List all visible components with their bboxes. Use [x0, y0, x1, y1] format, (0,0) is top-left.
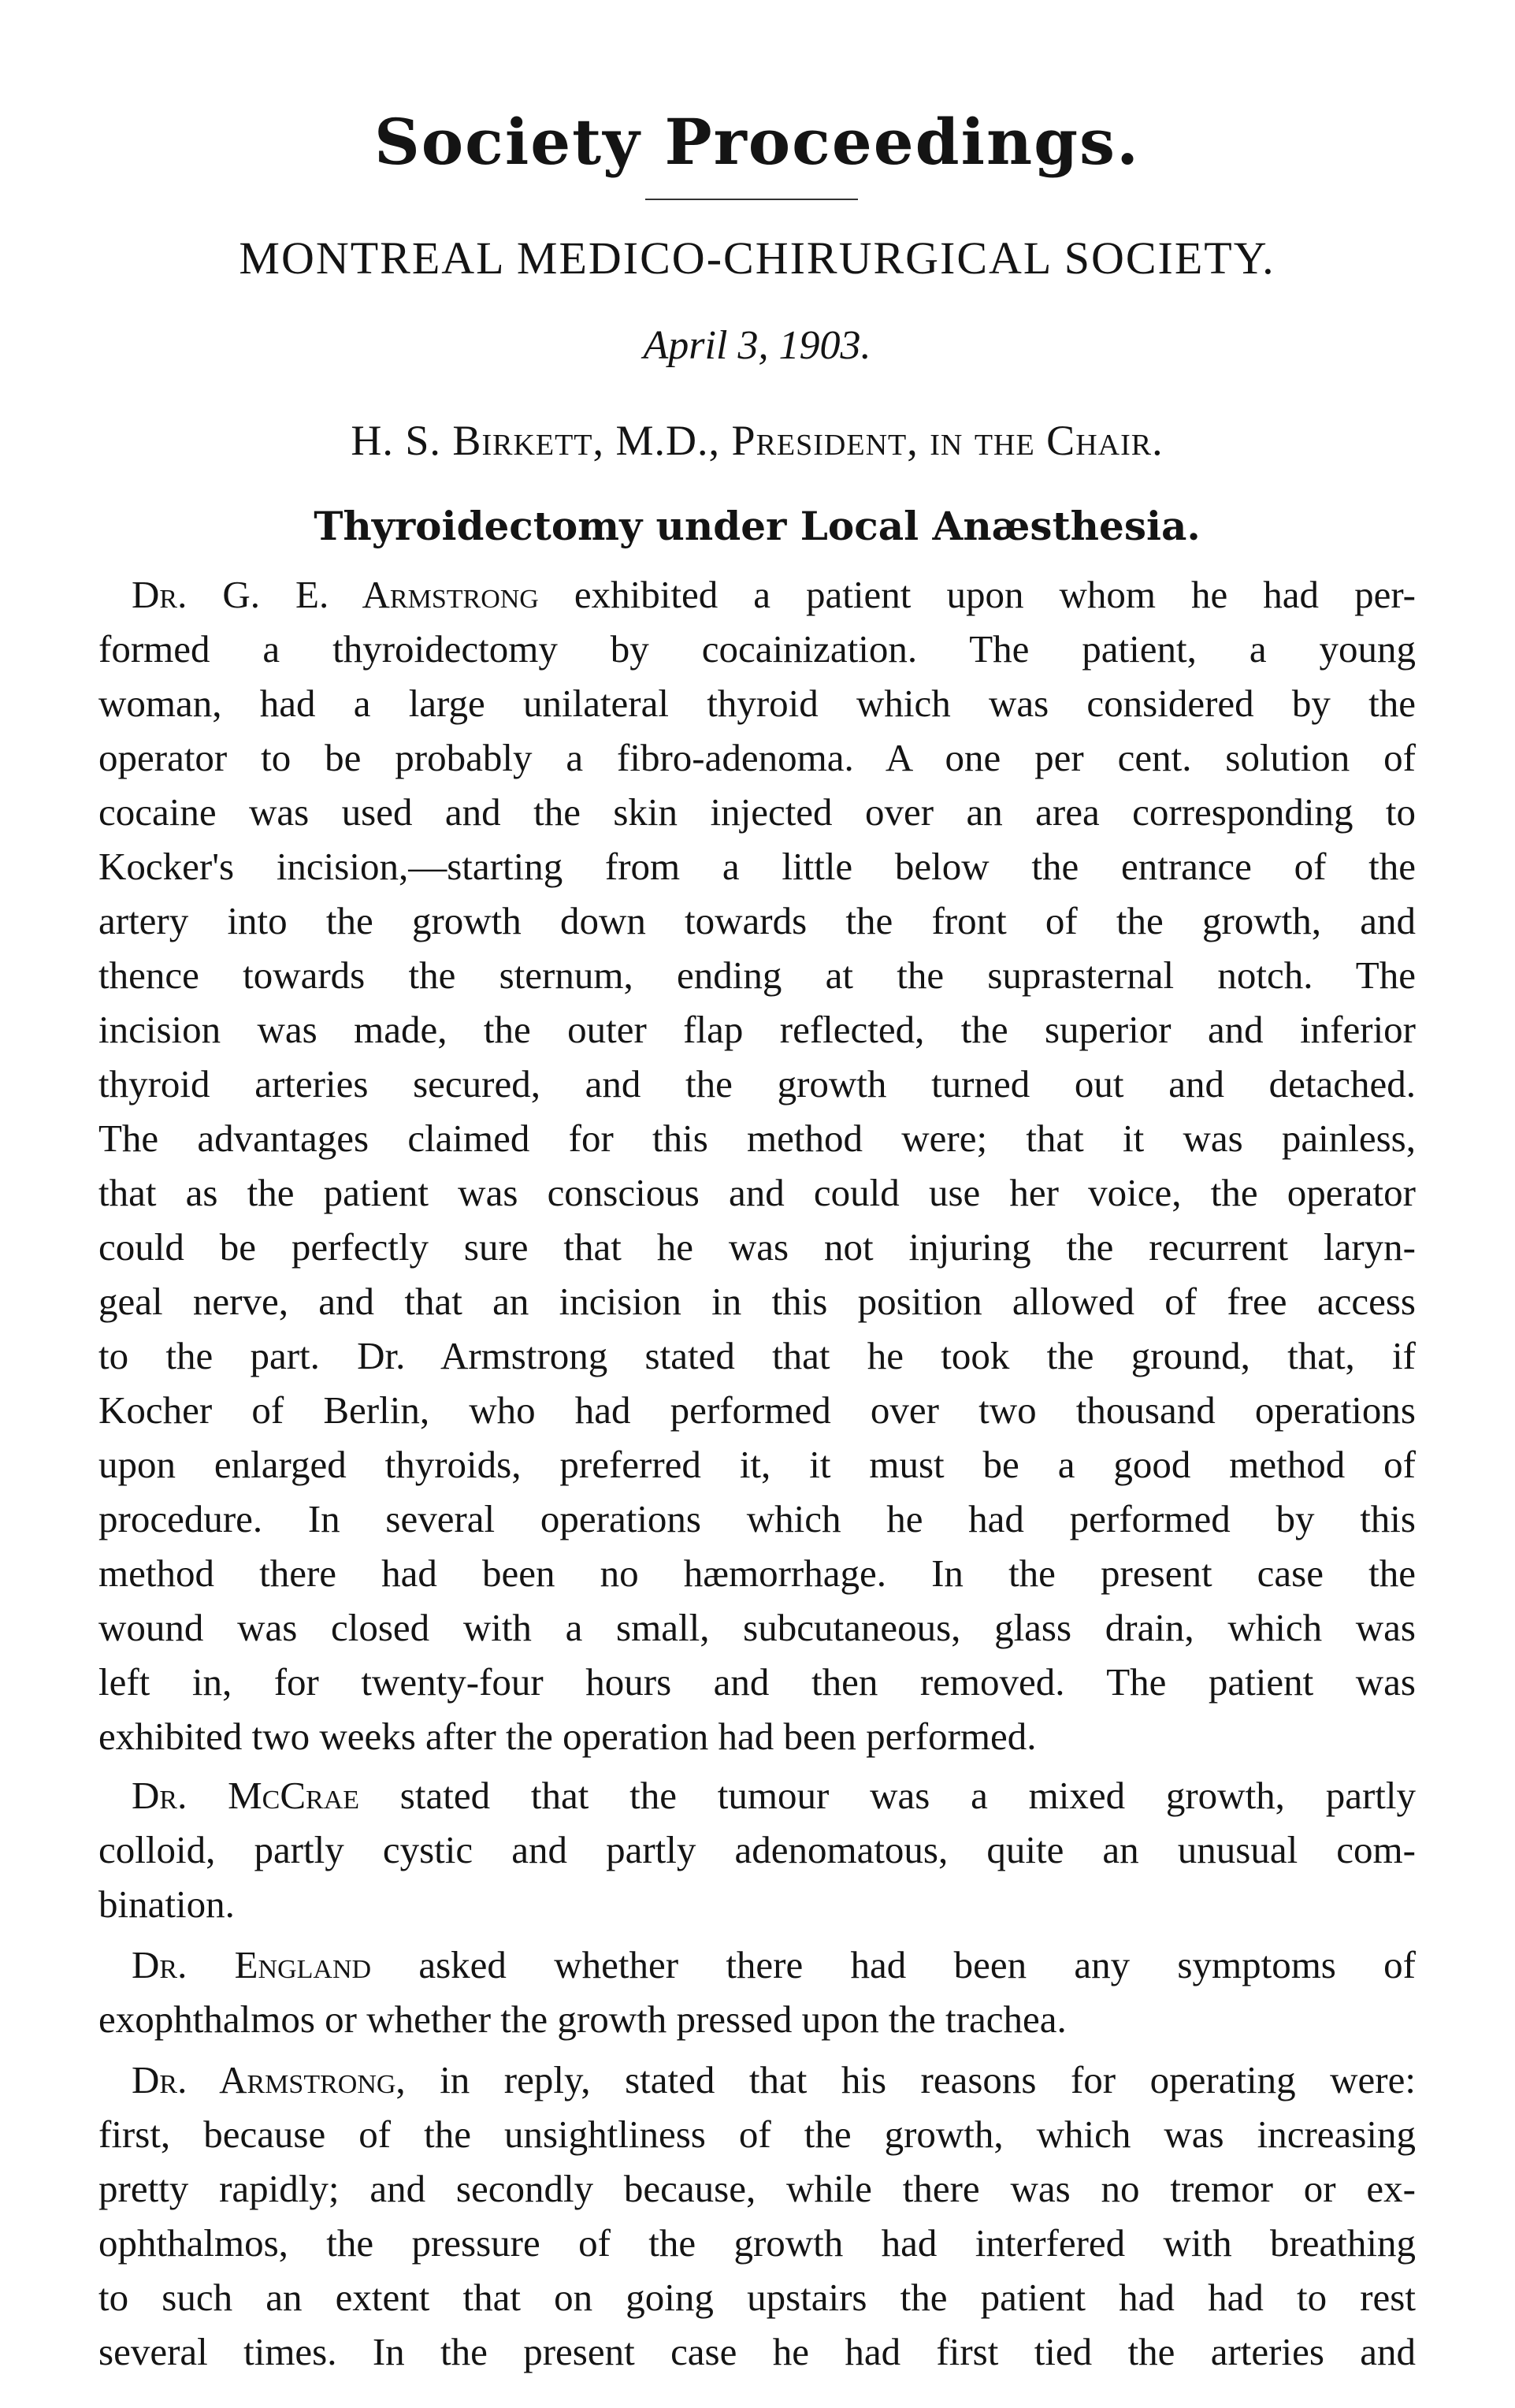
heading-divider [645, 199, 858, 200]
text-line [98, 2053, 1416, 2107]
article-body [98, 567, 1416, 2384]
journal-page [98, 0, 1416, 2408]
chair-role: President, in the Chair. [731, 417, 1164, 464]
text-line: upon enlarged thyroids, preferred it, it must be a good method of [98, 1443, 1416, 1486]
text-line: Kocher of Berlin, who had performed over two thousand operations [98, 1388, 1416, 1432]
text-line [98, 1768, 1416, 1823]
text-line: colloid, partly cystic and partly adenomatous, quite an unusual com- [98, 1828, 1416, 1871]
page-heading: Society Proceedings. [374, 105, 1140, 179]
paragraph-england [98, 1938, 1416, 2046]
text-line: artery into the growth down towards the front of the growth, and [98, 899, 1416, 942]
paragraph-mccrae [98, 1768, 1416, 1931]
chair-line [98, 418, 1416, 464]
paragraph-armstrong-exhibit [98, 567, 1416, 1763]
line-text: asked whether there had been any symptoms of [371, 1943, 1416, 1986]
text-line: first, because of the unsightliness of the growth, which was increasing [98, 2113, 1416, 2156]
society-name: MONTREAL MEDICO-CHIRURGICAL SOCIETY. [239, 232, 1275, 284]
text-line: bination. [98, 1882, 235, 1926]
speaker-name: Dr. McCrae [132, 1774, 360, 1817]
text-line: incision was made, the outer flap reflected, the superior and inferior [98, 1008, 1416, 1051]
text-line: could be perfectly sure that he was not injuring the recurrent laryn- [98, 1225, 1416, 1269]
text-line: operator to be probably a fibro-adenoma. A one per cent. solution of [98, 736, 1416, 779]
text-line [98, 567, 1416, 622]
text-line: left in, for twenty-four hours and then removed. The patient was [98, 1660, 1416, 1704]
text-line: method there had been no hæmorrhage. In the present case the [98, 1551, 1416, 1595]
text-line [98, 1938, 1416, 1992]
text-line: to such an extent that on going upstairs the patient had had to rest [98, 2276, 1416, 2319]
text-line: procedure. In several operations which he had performed by this [98, 1497, 1416, 1540]
paragraph-armstrong-reply [98, 2053, 1416, 2379]
text-line: woman, had a large unilateral thyroid which was considered by the [98, 682, 1416, 725]
text-line: that as the patient was conscious and could use her voice, the operator [98, 1171, 1416, 1214]
text-line: thyroid arteries secured, and the growth turned out and detached. [98, 1062, 1416, 1106]
speaker-name: Dr. England [132, 1943, 372, 1986]
line-text: in reply, stated that his reasons for operating were: [405, 2058, 1416, 2101]
meeting-date-text: April 3, 1903. [643, 323, 871, 368]
text-line: geal nerve, and that an incision in this position allowed of free access [98, 1280, 1416, 1323]
text-line: The advantages claimed for this method were; that it was painless, [98, 1117, 1416, 1160]
text-line: thence towards the sternum, ending at the suprasternal notch. The [98, 953, 1416, 997]
line-text: exhibited a patient upon whom he had per- [538, 573, 1416, 616]
text-line: several times. In the present case he had first tied the arteries and [98, 2330, 1416, 2373]
chair-name: H. S. Birkett, M.D., [351, 417, 721, 464]
meeting-date [98, 323, 1416, 368]
speaker-name: Dr. G. E. Armstrong [132, 573, 539, 616]
text-line: exophthalmos or whether the growth pressed upon the trachea. [98, 1997, 1067, 2041]
text-line: Kocker's incision,—starting from a little below the entrance of the [98, 845, 1416, 888]
text-line: to the part. Dr. Armstrong stated that he took the ground, that, if [98, 1334, 1416, 1377]
text-line: ophthalmos, the pressure of the growth had interfered with breathing [98, 2221, 1416, 2265]
section-heading: Thyroidectomy under Local Anæsthesia. [314, 503, 1201, 549]
line-text: stated that the tumour was a mixed growth, partly [359, 1774, 1417, 1817]
text-line: pretty rapidly; and secondly because, while there was no tremor or ex- [98, 2167, 1416, 2210]
text-line: wound was closed with a small, subcutaneous, glass drain, which was [98, 1606, 1416, 1649]
text-line: exhibited two weeks after the operation had been performed. [98, 1715, 1037, 1758]
text-line: formed a thyroidectomy by cocainization. The patient, a young [98, 627, 1416, 671]
speaker-name: Dr. Armstrong, [132, 2058, 406, 2101]
text-line: cocaine was used and the skin injected over an area corresponding to [98, 790, 1416, 834]
